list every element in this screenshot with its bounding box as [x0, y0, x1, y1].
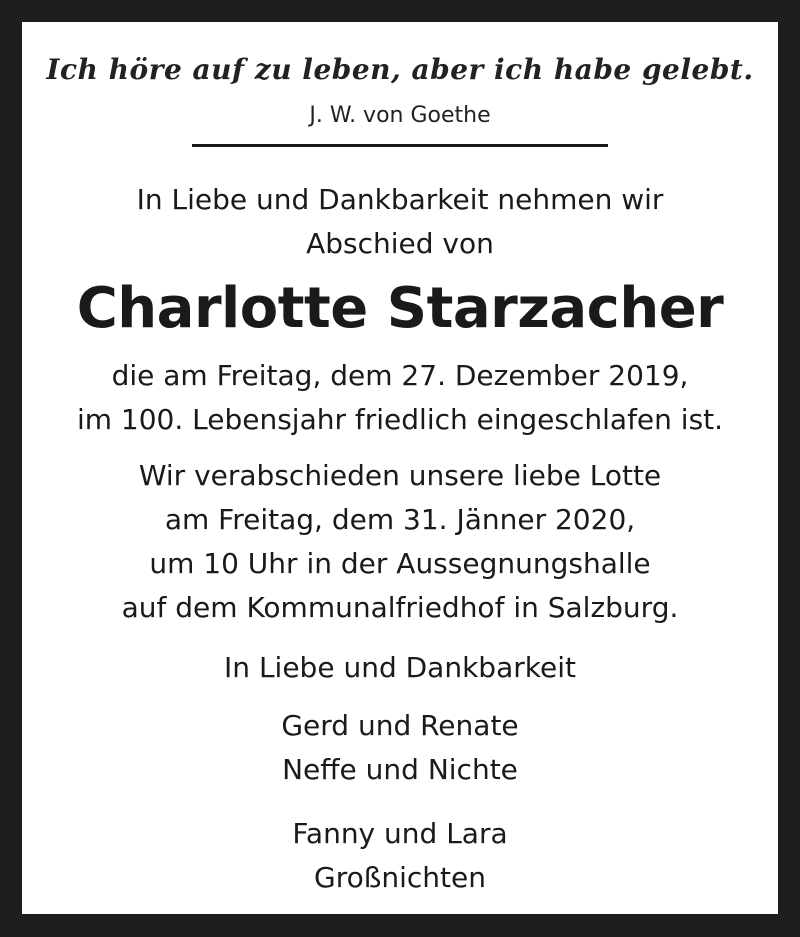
closing-line: In Liebe und Dankbarkeit: [224, 651, 576, 684]
service-line: um 10 Uhr in der Aussegnungshalle: [149, 547, 651, 580]
mourner-group: [22, 812, 778, 900]
closing-text: [22, 646, 778, 690]
intro-line: Abschied von: [306, 227, 494, 260]
death-line: die am Freitag, dem 27. Dezember 2019,: [111, 359, 689, 392]
service-line: auf dem Kommunalfriedhof in Salzburg.: [121, 591, 679, 624]
mourner-relation: Großnichten: [314, 861, 486, 894]
quote-author: J. W. von Goethe: [309, 103, 491, 128]
mourner-names: Fanny und Lara: [292, 817, 508, 850]
intro-line: In Liebe und Dankbarkeit nehmen wir: [136, 183, 664, 216]
death-details: [22, 354, 778, 442]
mourner-group: [22, 704, 778, 792]
death-line: im 100. Lebensjahr friedlich eingeschlafen ist.: [76, 403, 724, 436]
service-details: [22, 454, 778, 630]
intro-text: [22, 178, 778, 266]
divider-line: [192, 144, 608, 147]
mourner-relation: Neffe und Nichte: [282, 753, 518, 786]
obituary-notice: [22, 22, 778, 914]
mourner-names: Gerd und Renate: [281, 709, 519, 742]
service-line: Wir verabschieden unsere liebe Lotte: [138, 459, 662, 492]
service-line: am Freitag, dem 31. Jänner 2020,: [164, 503, 636, 536]
deceased-name: Charlotte Starzacher: [76, 276, 724, 341]
quote-text: Ich höre auf zu leben, aber ich habe gelebt.: [46, 53, 754, 86]
